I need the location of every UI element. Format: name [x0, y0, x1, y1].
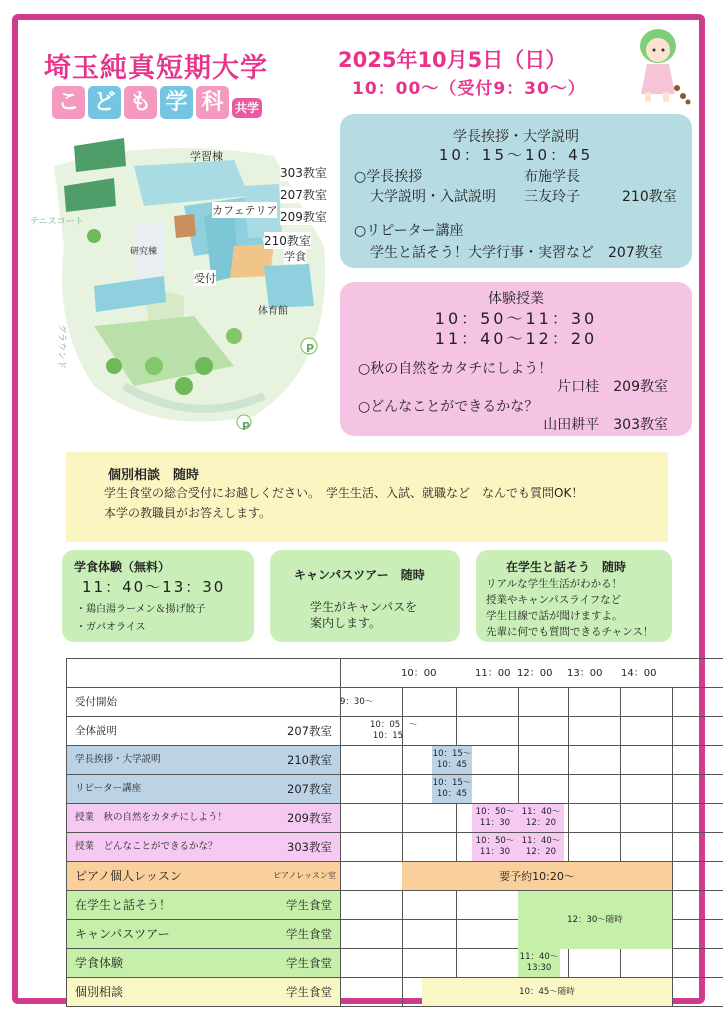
- president-greeting: ○学長挨拶: [354, 169, 423, 185]
- schedule-cell: [621, 891, 673, 920]
- schedule-cell: [569, 688, 621, 717]
- schedule-cell: [341, 978, 403, 1007]
- schedule-row: [67, 949, 723, 978]
- schedule-program-label: 授業 どんなことができるかな？: [75, 841, 218, 852]
- schedule-row-header: [67, 920, 341, 949]
- schedule-cell: [457, 717, 519, 746]
- schedule-hour-label: 13：00: [567, 668, 603, 679]
- time-block-text: 10：15〜: [432, 778, 472, 788]
- dept-logo-char: 学: [160, 86, 193, 119]
- schedule-cell: [341, 891, 403, 920]
- schedule-cell: [621, 804, 673, 833]
- map-label-research: 研究棟: [130, 247, 158, 257]
- schedule-room-label: 303教室: [287, 840, 332, 854]
- schedule-room-label: 207教室: [287, 782, 332, 796]
- university-name: 埼玉純真短期大学: [44, 53, 268, 84]
- dept-logo-char: ど: [88, 86, 121, 119]
- talk-line-4: 先輩に何でも質問できるチャンス！: [486, 626, 654, 638]
- schedule-cell: [569, 717, 621, 746]
- schedule-program-label: キャンパスツアー: [75, 927, 170, 941]
- schedule-header-row: [67, 659, 723, 688]
- map-label-209: 209教室: [280, 210, 327, 224]
- time-block-text: 11：40〜: [519, 952, 559, 962]
- trial-class-1-teacher: 片口桂 209教室: [557, 379, 668, 395]
- map-label-tennis: テニスコート: [30, 217, 84, 227]
- time-block-text: 12：20: [525, 847, 557, 857]
- schedule-row: [67, 862, 723, 891]
- schedule-program-label: ピアノ個人レッスン: [75, 869, 182, 883]
- schedule-row-header: [67, 862, 341, 891]
- schedule-cell: [403, 717, 457, 746]
- dept-logo-char: こ: [52, 86, 85, 119]
- time-block-text: 13:30: [526, 963, 552, 973]
- schedule-row: [67, 775, 723, 804]
- talk-line-1: リアルな学生生活がわかる！: [486, 578, 623, 590]
- schedule-table: [66, 658, 723, 1007]
- repeater-detail: 学生と話そう！大学行事・実習など 207教室: [370, 245, 663, 261]
- schedule-cell: [403, 862, 457, 891]
- tour-title: キャンパスツアー 随時: [294, 568, 425, 582]
- schedule-cell: [673, 833, 723, 862]
- map-label-cafeteria-dining: 学食: [284, 250, 306, 263]
- time-block-text: 10：15: [372, 731, 404, 741]
- schedule-cell: [519, 891, 569, 920]
- schedule-cell: [673, 746, 723, 775]
- map-label-gym: 体育館: [258, 306, 288, 317]
- talk-with-students-box: [476, 550, 672, 642]
- president-session-box: [340, 114, 692, 268]
- trial-class-2: ○どんなことができるかな？: [358, 399, 539, 415]
- schedule-cell: [341, 804, 403, 833]
- schedule-cell: [457, 978, 519, 1007]
- time-block-text: 10：45〜随時: [519, 986, 575, 997]
- time-block-text: 10：50〜: [475, 836, 515, 846]
- schedule-room-label: 210教室: [287, 753, 332, 767]
- schedule-cell: [457, 775, 519, 804]
- schedule-cell: [341, 775, 403, 804]
- schedule-cell: [457, 891, 519, 920]
- schedule-row-header: [67, 746, 341, 775]
- schedule-cell: [621, 833, 673, 862]
- schedule-program-label: 学食体験: [75, 956, 124, 970]
- schedule-cell: [519, 949, 569, 978]
- schedule-cell: [621, 717, 673, 746]
- schedule-row-header: [67, 688, 341, 717]
- schedule-cell: [569, 949, 621, 978]
- schedule-row: [67, 717, 723, 746]
- time-block-text: 10：45: [436, 789, 468, 799]
- schedule-cell: [621, 688, 673, 717]
- schedule-cell: [457, 688, 519, 717]
- schedule-cell: [403, 891, 457, 920]
- schedule-room-label: ピアノレッスン室: [273, 871, 336, 880]
- map-label-210: 210教室: [264, 234, 311, 248]
- schedule-row-header: [67, 804, 341, 833]
- schedule-cell: [673, 688, 723, 717]
- schedule-cell: [519, 978, 569, 1007]
- map-label-cafeteria: カフェテリア: [212, 204, 278, 217]
- schedule-row-header: [67, 949, 341, 978]
- consultation-banner: [66, 452, 668, 542]
- schedule-cell: [403, 804, 457, 833]
- schedule-cell: [519, 688, 569, 717]
- schedule-cell: [673, 804, 723, 833]
- schedule-row-header: [67, 891, 341, 920]
- dept-logo-char: も: [124, 86, 157, 119]
- schedule-cell: [403, 978, 457, 1007]
- schedule-row: [67, 978, 723, 1007]
- schedule-cell: [457, 804, 519, 833]
- time-block-text: 11：40〜: [521, 836, 561, 846]
- schedule-row-header: [67, 775, 341, 804]
- time-block-text: 要予約10:20〜: [499, 869, 575, 883]
- department-logo: [52, 86, 262, 119]
- mascot-illustration: [625, 24, 695, 106]
- schedule-cell: [569, 804, 621, 833]
- schedule-cell: [519, 833, 569, 862]
- trial-class-2-teacher: 山田耕平 303教室: [543, 417, 668, 433]
- admissions-speaker: 三友玲子: [524, 189, 580, 205]
- schedule-room-label: 学生食堂: [286, 956, 332, 970]
- schedule-hour-label: 10：00: [401, 668, 437, 679]
- time-block-text: 10：15〜: [432, 749, 472, 759]
- schedule-room-label: 学生食堂: [286, 898, 332, 912]
- schedule-cell: [569, 891, 621, 920]
- president-title: 学長挨拶・大学説明: [453, 129, 579, 145]
- president-time: 10：15〜10：45: [438, 146, 594, 164]
- consultation-line-1: 学生食堂の総合受付にお越しください。 学生生活、入試、就職など なんでも質問OK！: [104, 486, 584, 500]
- schedule-room-label: 学生食堂: [286, 985, 332, 999]
- map-label-reception: 受付: [194, 272, 216, 285]
- cafeteria-menu-2: ・ガパオライス: [76, 622, 146, 633]
- schedule-cell: [673, 862, 723, 891]
- tour-line-2: 案内します。: [310, 616, 382, 630]
- tour-line-1: 学生がキャンパスを: [310, 600, 418, 614]
- schedule-row: [67, 746, 723, 775]
- time-block-text: 10：45: [436, 760, 468, 770]
- schedule-program-label: 授業 秋の自然をカタチにしよう！: [75, 812, 228, 823]
- schedule-cell: [341, 949, 403, 978]
- schedule-program-label: 受付開始: [75, 696, 117, 708]
- schedule-cell: [403, 775, 457, 804]
- schedule-program-label: 個別相談: [75, 985, 124, 999]
- admissions-talk: 大学説明・入試説明: [370, 189, 496, 205]
- schedule-cell: [341, 833, 403, 862]
- schedule-program-label: 全体説明: [75, 725, 117, 737]
- schedule-row: [67, 804, 723, 833]
- time-block-text: 12：20: [525, 818, 557, 828]
- schedule-cell: [673, 891, 723, 920]
- schedule-cell: [457, 920, 519, 949]
- president-name: 布施学長: [524, 169, 580, 185]
- schedule-cell: [519, 804, 569, 833]
- schedule-cell: [403, 833, 457, 862]
- schedule-cell: [569, 833, 621, 862]
- schedule-cell: [519, 920, 569, 949]
- time-block-text: 9：30〜: [340, 696, 374, 707]
- event-time: 10：00〜（受付9：30〜）: [352, 79, 586, 99]
- schedule-cell: [621, 920, 673, 949]
- schedule-cell: [519, 717, 569, 746]
- map-label-ground: グラウンド: [56, 323, 67, 370]
- schedule-room-label: 学生食堂: [286, 927, 332, 941]
- schedule-cell: [457, 949, 519, 978]
- schedule-cell: [403, 746, 457, 775]
- schedule-program-label: 学長挨拶・大学説明: [75, 754, 161, 765]
- schedule-program-label: 在学生と話そう！: [75, 898, 172, 912]
- schedule-cell: [457, 862, 519, 891]
- talk-title: 在学生と話そう 随時: [506, 560, 627, 574]
- coed-badge: 共学: [232, 98, 262, 118]
- time-block-text: 11：30: [479, 847, 511, 857]
- schedule-cell: [621, 746, 673, 775]
- schedule-row: [67, 688, 723, 717]
- schedule-cell: [621, 978, 673, 1007]
- cafeteria-title: 学食体験（無料）: [74, 560, 171, 574]
- schedule-cell: [341, 717, 403, 746]
- consultation-title: 個別相談 随時: [108, 468, 200, 483]
- schedule-program-label: リピーター講座: [75, 783, 142, 794]
- schedule-cell: [569, 746, 621, 775]
- repeater-course: ○リピーター講座: [354, 223, 464, 239]
- cafeteria-experience-box: [62, 550, 254, 642]
- schedule-cell: [341, 746, 403, 775]
- schedule-row-header: [67, 717, 341, 746]
- admissions-room: 210教室: [622, 189, 677, 205]
- trial-title: 体験授業: [488, 291, 544, 307]
- schedule-cell: [519, 775, 569, 804]
- schedule-cell: [457, 833, 519, 862]
- trial-time-1: 10：50〜11：30: [434, 309, 598, 328]
- schedule-cell: [569, 978, 621, 1007]
- schedule-cell: [457, 746, 519, 775]
- cafeteria-time: 11：40〜13：30: [82, 578, 226, 596]
- talk-line-2: 授業やキャンパスライフなど: [486, 594, 622, 606]
- trial-class-1: ○秋の自然をカタチにしよう！: [358, 361, 553, 377]
- schedule-row: [67, 920, 723, 949]
- schedule-hour-label: 12：00: [517, 668, 553, 679]
- schedule-cell: [403, 688, 457, 717]
- schedule-row: [67, 891, 723, 920]
- parking-icon: P: [306, 342, 315, 355]
- cafeteria-menu-1: ・鶏白湯ラーメン＆揚げ餃子: [76, 604, 206, 615]
- schedule-room-label: 207教室: [287, 724, 332, 738]
- dept-logo-char: 科: [196, 86, 229, 119]
- schedule-cell: [673, 775, 723, 804]
- schedule-cell: [673, 949, 723, 978]
- time-block-text: 10：05 〜: [370, 720, 418, 730]
- schedule-cell: [569, 920, 621, 949]
- schedule-cell: [341, 862, 403, 891]
- time-block-text: 11：40〜: [521, 807, 561, 817]
- schedule-cell: [519, 746, 569, 775]
- time-block-text: 10：50〜: [475, 807, 515, 817]
- schedule-row-header: [67, 833, 341, 862]
- talk-line-3: 学生目線で話が聞けますよ。: [486, 610, 623, 622]
- schedule-cell: [621, 949, 673, 978]
- event-date: 2025年10月5日（日）: [338, 48, 567, 72]
- schedule-row-header: [67, 978, 341, 1007]
- schedule-cell: [519, 862, 569, 891]
- schedule-cell: [673, 920, 723, 949]
- map-label-207: 207教室: [280, 188, 327, 202]
- time-block-text: 12：30〜随時: [567, 914, 623, 925]
- time-block-text: 11：30: [479, 818, 511, 828]
- map-label-study: 学習棟: [190, 150, 223, 163]
- map-label-303: 303教室: [280, 166, 327, 180]
- schedule-room-label: 209教室: [287, 811, 332, 825]
- schedule-cell: [569, 775, 621, 804]
- schedule-cell: [673, 978, 723, 1007]
- schedule-cell: [403, 949, 457, 978]
- trial-time-2: 11：40〜12：20: [434, 329, 598, 348]
- parking-icon-2: P: [242, 420, 251, 433]
- schedule-cell: [341, 920, 403, 949]
- schedule-cell: [403, 920, 457, 949]
- schedule-row: [67, 833, 723, 862]
- schedule-hour-label: 14：00: [621, 668, 657, 679]
- schedule-cell: [341, 688, 403, 717]
- consultation-line-2: 本学の教職員がお答えします。: [104, 506, 272, 520]
- schedule-cell: [673, 717, 723, 746]
- schedule-cell: [621, 862, 673, 891]
- schedule-hour-label: 11：00: [475, 668, 511, 679]
- trial-class-box: [340, 282, 692, 436]
- schedule-cell: [569, 862, 621, 891]
- campus-tour-box: [270, 550, 460, 642]
- schedule-cell: [621, 775, 673, 804]
